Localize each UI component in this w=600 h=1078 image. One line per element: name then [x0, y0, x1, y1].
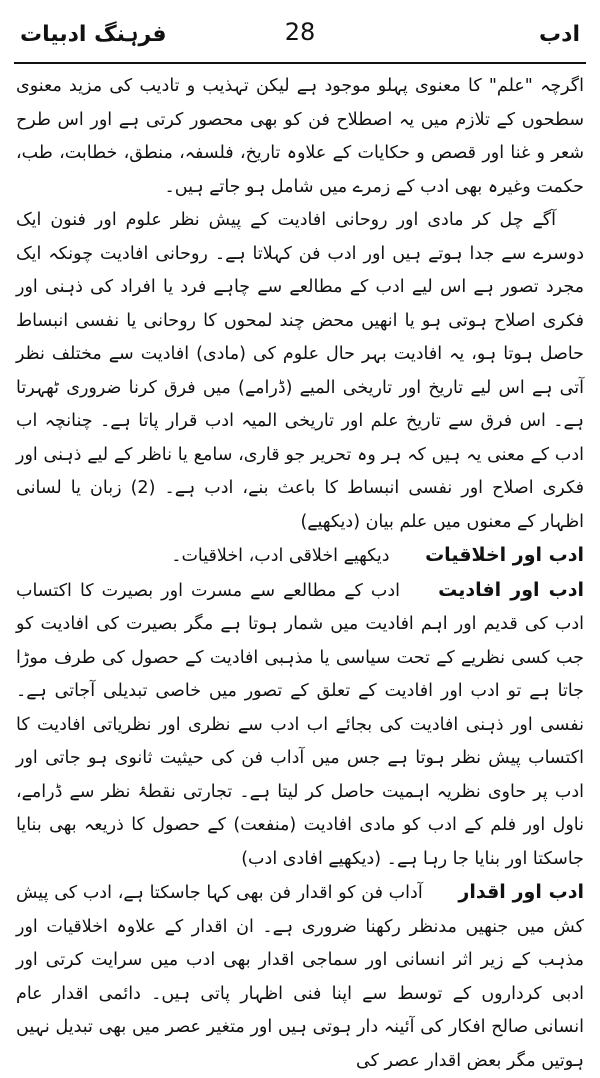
entry-text: ادب کے مطالعے سے مسرت اور بصیرت کا اکتساب ادب کی قدیم اور اہم افادیت میں شمار ہوتا ہے مگر بصیرت کی افادیت کو جب کسی نظریے کے تحت سیاسی یا مذہبی افادیت کے حصول کی طرف موڑا جاتا ہے تو ادب اور افادیت کے تعلق کے تصور میں خاصی تبدیلی آجاتی ہے۔ نفسی اور ذہنی افادیت کی بجائے اب ادب سے نظری اور نظریاتی افادیت کا اکتساب پیش نظر ہوتا ہے جس میں آداب فن کی حیثیت ثانوی ہو جاتی اور ادب پر حاوی نظریہ اہمیت حاصل کر لیتا ہے۔ تجارتی نقطۂ نظر سے ڈرامے، ناول اور فلم کے ادب کو مادی افادیت (منفعت) کے حصول کا ذریعہ بھی بنایا جاسکتا اور بنایا جا رہا ہے۔ (دیکھیے افادی ادب) — [16, 580, 584, 869]
paragraph-utility: آگے چل کر مادی اور روحانی افادیت کے پیش نظر علوم اور فنون ایک دوسرے سے جدا ہوتے ہیں اور ادب فن کہلاتا ہے۔ روحانی افادیت چونکہ ایک مجرد تصور ہے اس لیے ادب کے مطالعے سے چاہے فرد یا افراد کی ذہنی اور فکری اصلاح ہوتی ہو یا انھیں محض چند لمحوں کا روحانی یا نفسی انبساط حاصل ہوتا ہو، یہ افادیت بہر حال علوم کی (مادی) افادیت سے مختلف نظر آتی ہے اس لیے تاریخ اور تاریخی المیے (ڈرامے) میں فرق کرنا ضروری ٹھہرتا ہے۔ اس فرق سے تاریخ علم اور تاریخی المیہ ادب قرار پاتا ہے۔ چنانچہ اب ادب کے معنی یہ ہیں کہ ہر وہ تحریر جو قاری، سامع یا ناظر کے لیے ذہنی اور فکری اصلاح اور نفسی انبساط کا باعث بنے، ادب ہے۔ (2) زبان یا لسانی اظہار کے معنوں میں علم بیان (دیکھیے) — [16, 210, 584, 532]
header-rule — [14, 62, 586, 64]
entry-text: دیکھیے اخلاقی ادب، اخلاقیات۔ — [171, 546, 390, 566]
page-number: 28 — [284, 18, 316, 46]
paragraph-intro: اگرچہ "علم" کا معنوی پہلو موجود ہے لیکن تہذیب و تادیب کی مزید معنوی سطحوں کے تلازم میں یہ اصطلاح فن کو بھی محصور کرتی ہے اور اس طرح شعر و غنا اور قصص و حکایات کے علاوہ تاریخ، فلسفہ، منطق، خطابت، طب، حکمت وغیرہ بھی ادب کے زمرے میں شامل ہو جاتے ہیں۔ — [16, 76, 584, 197]
entry-term: ادب اور اقدار — [458, 881, 584, 903]
entry-adab-akhlaqiyat — [16, 539, 584, 574]
entry-term: ادب اور اخلاقیات — [425, 544, 584, 566]
page-body — [16, 70, 584, 1078]
page-header — [16, 18, 584, 60]
entry-text: آداب فن کو اقدار فن بھی کہا جاسکتا ہے، ادب کی پیش کش میں جنھیں مدنظر رکھنا ضروری ہے۔ ان اقدار کے علاوہ اخلاقیات اور مذہب کے زیر اثر انسانی اور سماجی اقدار بھی ادب میں سرایت کرتی اور ادبی کرداروں کے توسط سے اپنا فنی اظہار پاتی ہیں۔ دائمی اقدار عام انسانی صالح افکار کی آئینہ دار ہوتی ہیں اور متغیر عصر میں بھی تبدیل نہیں ہوتیں مگر بعض اقدار عصر کی — [16, 883, 584, 1071]
entry-adab-ifadiyat — [16, 574, 584, 877]
entry-adab-aqdar — [16, 876, 584, 1078]
header-book-title: فرہنگ ادبیات — [20, 22, 167, 47]
header-section-title: ادب — [539, 22, 580, 47]
entry-term: ادب اور افادیت — [438, 578, 584, 601]
